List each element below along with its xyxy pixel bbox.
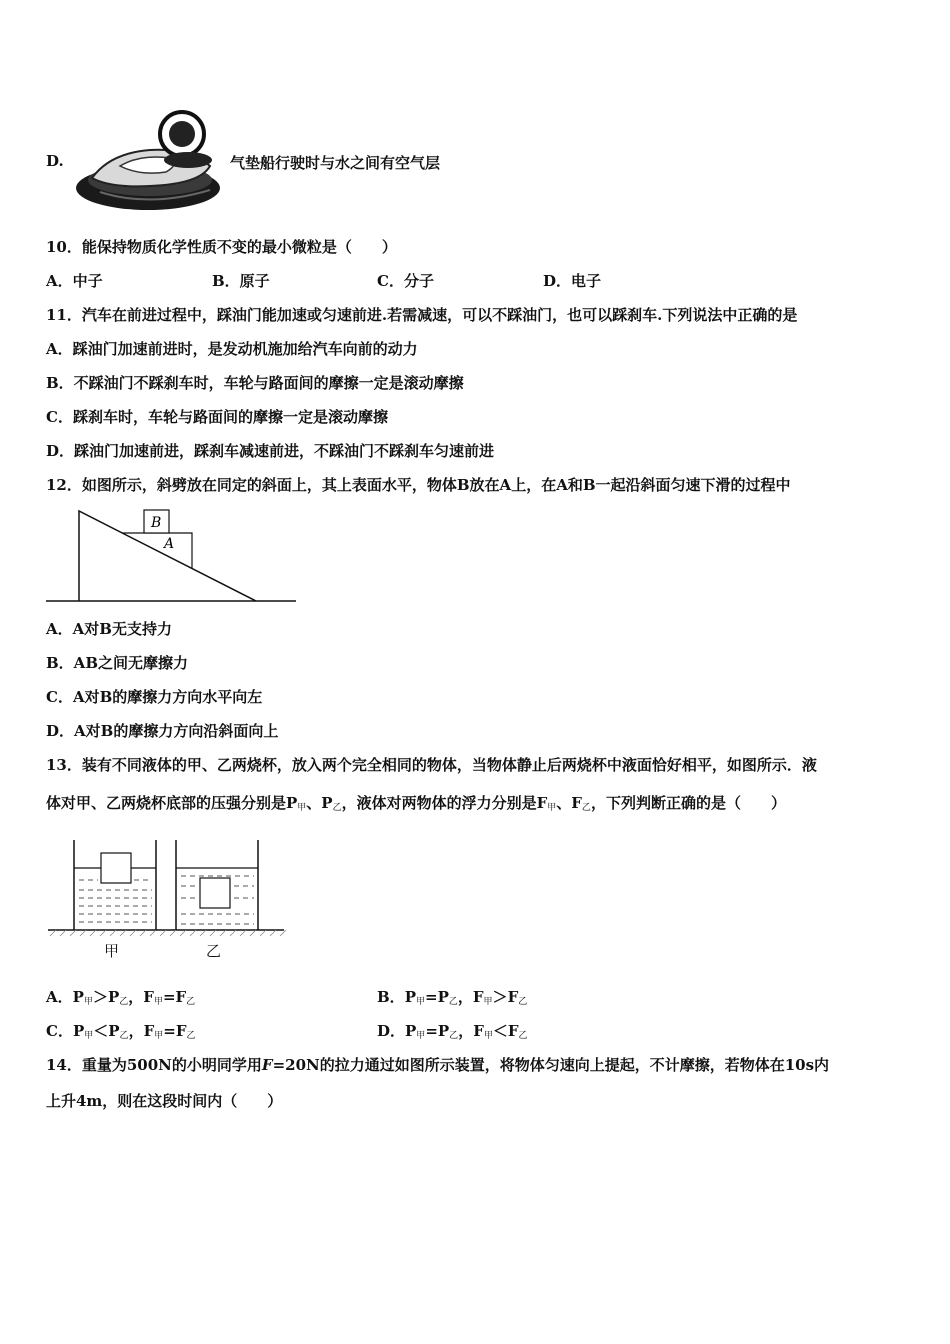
q14-stem-line1: 14．重量为500N的小明同学用F=20N的拉力通过如图所示装置，将物体匀速向上提起，不计摩擦，若物体在10s内 — [46, 1056, 830, 1074]
q13-option-d: D．$P_甲=P_乙$，$F_甲<F_乙$ — [377, 1022, 528, 1041]
q12-option-c: C．A对B的摩擦力方向水平向左 — [46, 688, 263, 706]
q14-stem-line2: 上升4m，则在这段时间内（ ） — [46, 1092, 283, 1110]
q9-option-d-text: 气垫船行驶时与水之间有空气层 — [230, 154, 441, 172]
object-yi — [200, 878, 230, 908]
incline-diagram — [44, 506, 300, 606]
q11-stem: 11．汽车在前进过程中，踩油门能加速或匀速前进.若需减速，可以不踩油门，也可以踩刹车.下列说法中正确的是 — [46, 306, 798, 324]
beaker-yi — [176, 840, 258, 930]
q12-option-a: A．A对B无支持力 — [46, 620, 172, 638]
hovercraft-illustration — [70, 108, 230, 214]
object-jia — [101, 853, 131, 883]
q11-option-c: C．踩刹车时，车轮与路面间的摩擦一定是滚动摩擦 — [46, 408, 388, 426]
q13-stem-line2: 体对甲、乙两烧杯底部的压强分别是$P_甲$、$P_乙$，液体对两物体的浮力分别是$F_甲$、$F_乙$，下列判断正确的是（ ） — [46, 794, 786, 813]
q10-option-b: B．原子 — [212, 272, 270, 290]
q13-option-b: B．$P_甲=P_乙$，$F_甲>F_乙$ — [377, 988, 528, 1007]
label-jia: 甲 — [104, 942, 120, 960]
q12-option-b: B．AB之间无摩擦力 — [46, 654, 188, 672]
q10-option-d: D．电子 — [543, 272, 602, 290]
q10-option-c: C．分子 — [377, 272, 434, 290]
q9-option-d-letter: D. — [46, 152, 64, 170]
q13-stem-line1: 13．装有不同液体的甲、乙两烧杯，放入两个完全相同的物体，当物体静止后两烧杯中液面恰好相平，如图所示．液 — [46, 756, 817, 774]
label-a: A — [164, 536, 175, 552]
q13-option-c: C．$P_甲<P_乙$，$F_甲=F_乙$ — [46, 1022, 196, 1041]
q10-option-a: A．中子 — [46, 272, 103, 290]
label-b: B — [151, 515, 162, 531]
q13-option-a: A．$P_甲>P_乙$，$F_甲=F_乙$ — [46, 988, 196, 1007]
label-yi: 乙 — [206, 942, 222, 960]
q12-stem: 12．如图所示，斜劈放在同定的斜面上，其上表面水平，物体B放在A上，在A和B一起沿斜面匀速下滑的过程中 — [46, 476, 791, 494]
q11-option-a: A．踩油门加速前进时，是发动机施加给汽车向前的动力 — [46, 340, 418, 358]
q10-stem: 10．能保持物质化学性质不变的最小微粒是（ ） — [46, 238, 397, 256]
q11-option-d: D．踩油门加速前进，踩刹车减速前进，不踩油门不踩刹车匀速前进 — [46, 442, 495, 460]
beakers-diagram — [46, 838, 286, 964]
q11-option-b: B．不踩油门不踩刹车时，车轮与路面间的摩擦一定是滚动摩擦 — [46, 374, 464, 392]
q12-option-d: D．A对B的摩擦力方向沿斜面向上 — [46, 722, 279, 740]
beaker-jia — [74, 840, 156, 930]
